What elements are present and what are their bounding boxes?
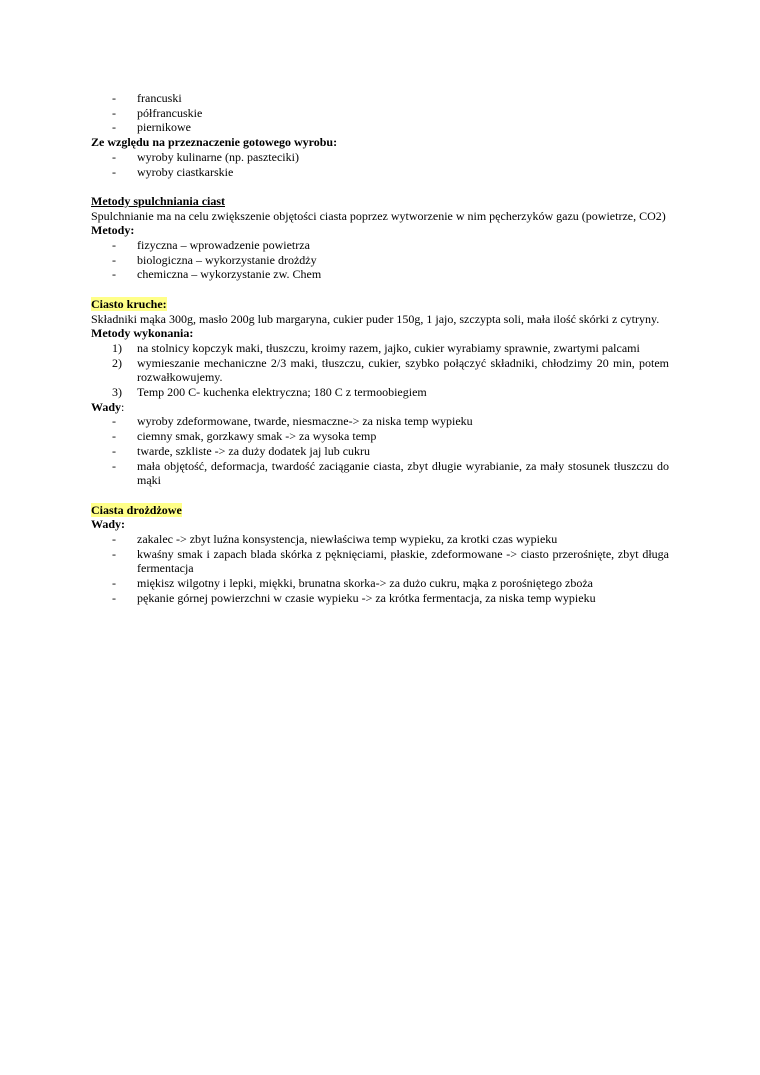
list-item-text: półfrancuskie: [137, 105, 203, 120]
list-item: [91, 91, 669, 106]
yeast-heading: Ciasta drożdżowe: [91, 502, 182, 517]
spacer: [91, 179, 669, 194]
list-item: [91, 106, 669, 121]
list-marker: -: [112, 532, 116, 547]
list-item: [91, 165, 669, 180]
yeast-heading-line: [91, 503, 669, 518]
list-item: [91, 547, 669, 576]
list-item: [91, 238, 669, 253]
shortcrust-ingredients: Składniki mąka 300g, masło 200g lub margaryna, cukier puder 150g, 1 jajo, szczypta soli, mała ilość skórki z cytryny.: [91, 311, 660, 326]
yeast-defects-heading: Wady:: [91, 517, 126, 532]
list-marker: -: [112, 149, 116, 164]
step-text: Temp 200 C- kuchenka elektryczna; 180 C z termoobiegiem: [137, 385, 427, 400]
list-item-text: zakalec -> zbyt luźna konsystencja, niewłaściwa temp wypieku, za krotki czas wypieku: [137, 532, 558, 547]
list-marker: -: [112, 590, 116, 605]
list-marker: -: [112, 443, 116, 458]
list-marker: -: [112, 120, 116, 135]
purpose-heading: Ze względu na przeznaczenie gotowego wyrobu:: [91, 135, 338, 150]
list-item-text: biologiczna – wykorzystanie drożdży: [137, 252, 317, 267]
list-item-text: ciemny smak, gorzkawy smak -> za wysoka temp: [137, 429, 377, 444]
list-item: [91, 576, 669, 591]
shortcrust-defects-colon: :: [121, 399, 125, 414]
list-marker: -: [112, 576, 116, 591]
list-item-text: francuski: [137, 91, 182, 105]
step-number: 3): [112, 385, 122, 400]
list-item: [91, 356, 669, 385]
list-item: [91, 414, 669, 429]
list-item-text: miękisz wilgotny i lepki, miękki, brunatna skorka-> za dużo cukru, mąka z porośniętego zboża: [137, 576, 593, 591]
shortcrust-heading: Ciasto kruche:: [91, 296, 167, 311]
list-item-text: wyroby zdeformowane, twarde, niesmaczne-> za niska temp wypieku: [137, 414, 473, 429]
list-item: [91, 532, 669, 547]
list-marker: -: [112, 267, 116, 282]
list-marker: -: [112, 164, 116, 179]
step-number: 2): [112, 355, 122, 370]
list-item-text: chemiczna – wykorzystanie zw. Chem: [137, 267, 322, 282]
shortcrust-heading-line: [91, 297, 669, 312]
list-item: [91, 444, 669, 459]
list-item-text: kwaśny smak i zapach blada skórka z pęknięciami, płaskie, zdeformowane -> ciasto przerośnięte, zbyt długa fermentacja: [137, 546, 669, 576]
spacer: [91, 282, 669, 297]
list-marker: -: [112, 458, 116, 473]
step-number: 1): [112, 340, 122, 355]
list-item: [91, 341, 669, 356]
list-marker: -: [112, 252, 116, 267]
list-marker: -: [112, 91, 116, 105]
list-item: [91, 150, 669, 165]
list-marker: -: [112, 414, 116, 429]
list-item: [91, 253, 669, 268]
shortcrust-defects-list: [91, 414, 669, 488]
shortcrust-defects-heading-line: [91, 400, 669, 415]
purpose-list: [91, 150, 669, 179]
yeast-defects-list: [91, 532, 669, 606]
list-item: [91, 429, 669, 444]
step-text: wymieszanie mechaniczne 2/3 maki, tłuszczu, cukier, szybko połączyć składniki, chłodzimy 20 min, potem rozwałkowujemy.: [137, 355, 669, 385]
list-item-text: fizyczna – wprowadzenie powietrza: [137, 238, 310, 253]
methods-list: [91, 238, 669, 282]
leavening-heading: Metody spulchniania ciast: [91, 193, 226, 208]
list-item-text: wyroby kulinarne (np. paszteciki): [137, 149, 299, 164]
list-item-text: mała objętość, deformacja, twardość zaciąganie ciasta, zbyt długie wyrabianie, za mały stosunek tłuszczu do mąki: [137, 458, 669, 488]
list-item: [91, 120, 669, 135]
dough-types-list: [91, 91, 669, 135]
list-marker: -: [112, 546, 116, 561]
list-item-text: wyroby ciastkarskie: [137, 164, 234, 179]
list-item: [91, 459, 669, 488]
list-item: [91, 385, 669, 400]
list-item: [91, 267, 669, 282]
step-text: na stolnicy kopczyk maki, tłuszczu, kroimy razem, jajko, cukier wyrabiamy sprawnie, zwartymi palcami: [137, 340, 640, 355]
list-item: [91, 591, 669, 606]
execution-methods-heading: Metody wykonania:: [91, 326, 194, 341]
list-marker: -: [112, 429, 116, 444]
list-item-text: pękanie górnej powierzchni w czasie wypieku -> za krótka fermentacja, za niska temp wypieku: [137, 590, 596, 605]
list-marker: -: [112, 238, 116, 253]
methods-heading: Metody:: [91, 223, 135, 238]
leavening-description: Spulchnianie ma na celu zwiększenie objętości ciasta poprzez wytworzenie w nim pęcherzyków gazu (powietrze, CO2): [91, 208, 666, 223]
list-item-text: twarde, szkliste -> za duży dodatek jaj lub cukru: [137, 443, 371, 458]
list-item-text: piernikowe: [137, 120, 191, 135]
list-marker: -: [112, 105, 116, 120]
document-page: [91, 91, 669, 606]
execution-steps-list: [91, 341, 669, 400]
shortcrust-defects-heading: Wady: [91, 399, 122, 414]
spacer: [91, 488, 669, 503]
